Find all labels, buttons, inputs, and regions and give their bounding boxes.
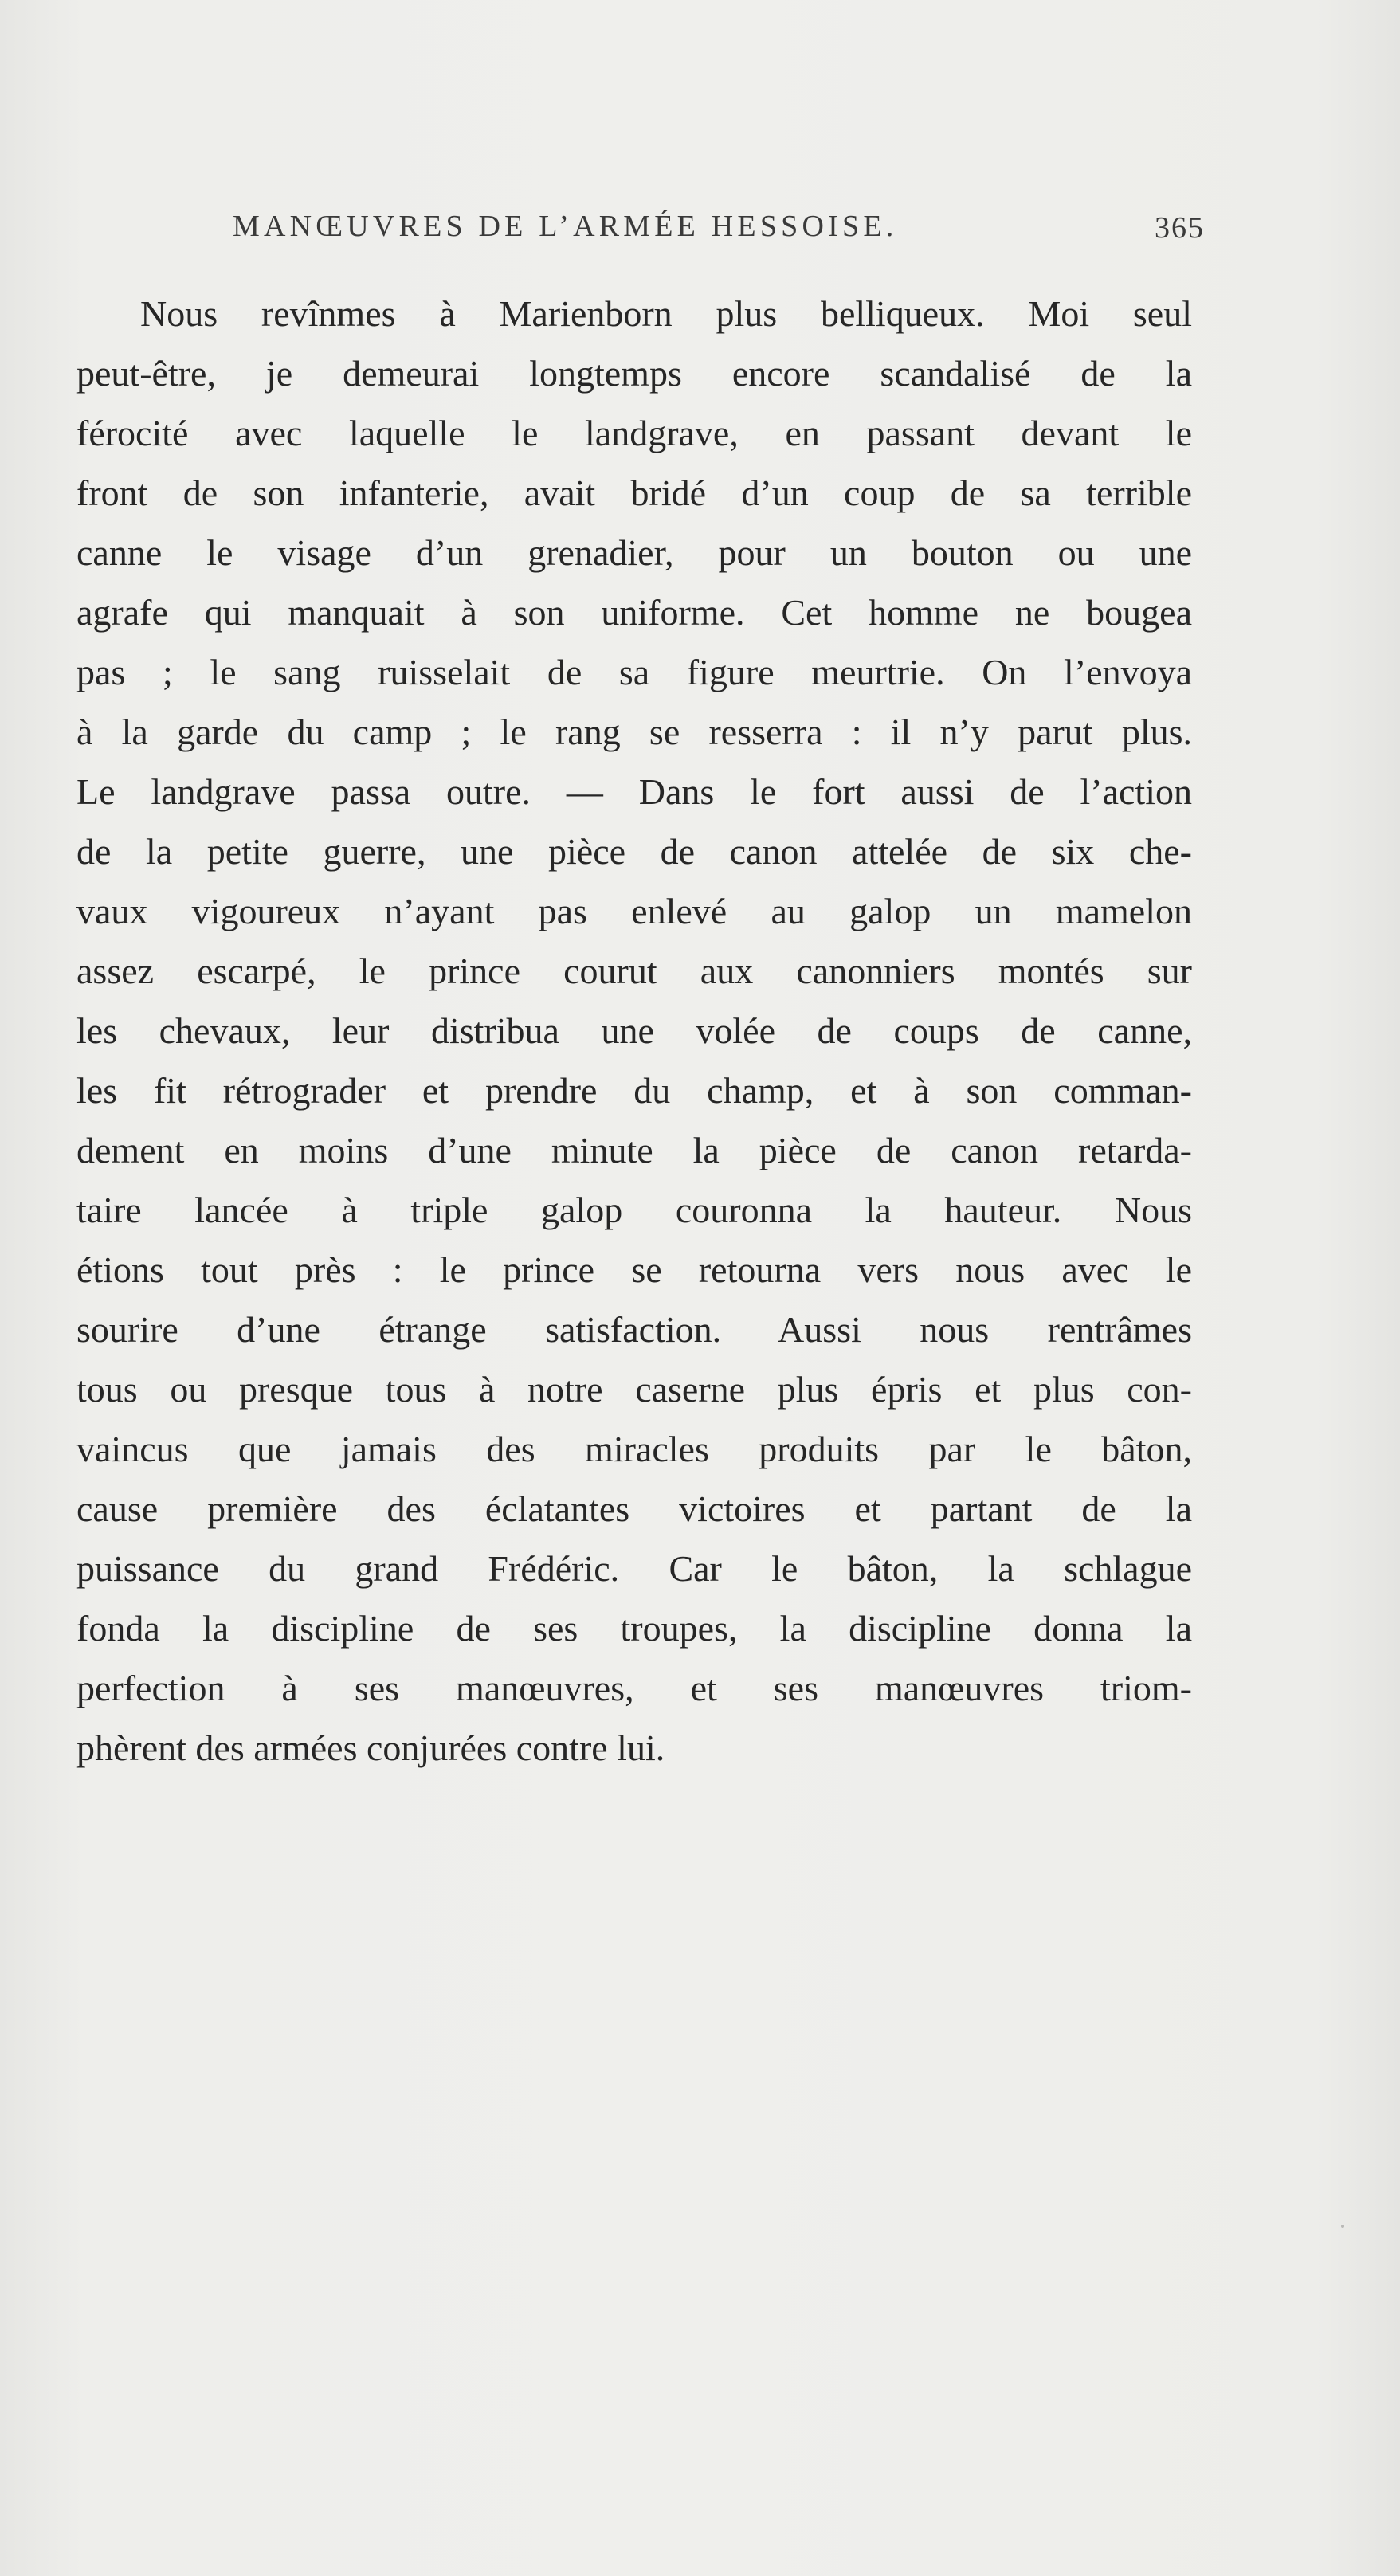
text-line: agrafe qui manquait à son uniforme. Cet homme ne bougea (76, 592, 1192, 633)
text-line: les chevaux, leur distribua une volée de coups de canne, (76, 1010, 1192, 1051)
text-line: cause première des éclatantes victoires et partant de la (76, 1488, 1192, 1529)
text-line: vaux vigoureux n’ayant pas enlevé au galop un mamelon (76, 891, 1192, 931)
paper-speck (1341, 2225, 1344, 2228)
text-line: phèrent des armées conjurées contre lui. (76, 1727, 665, 1768)
text-line: tous ou presque tous à notre caserne plus épris et plus con- (76, 1369, 1192, 1410)
text-line: de la petite guerre, une pièce de canon attelée de six che- (76, 831, 1192, 872)
text-line: les fit rétrograder et prendre du champ, et à son comman- (76, 1070, 1192, 1111)
text-line: assez escarpé, le prince courut aux canonniers montés sur (76, 951, 1192, 991)
body-text (76, 284, 1192, 1778)
text-line: puissance du grand Frédéric. Car le bâton, la schlague (76, 1548, 1192, 1589)
text-line: pas ; le sang ruisselait de sa figure meurtrie. On l’envoya (76, 652, 1192, 692)
text-line: taire lancée à triple galop couronna la hauteur. Nous (76, 1190, 1192, 1230)
running-head (233, 209, 1205, 257)
text-line: étions tout près : le prince se retourna vers nous avec le (76, 1249, 1192, 1290)
text-line: sourire d’une étrange satisfaction. Aussi nous rentrâmes (76, 1309, 1192, 1350)
text-line: férocité avec laquelle le landgrave, en passant devant le (76, 413, 1192, 453)
page-number: 365 (1155, 211, 1205, 245)
text-line: canne le visage d’un grenadier, pour un bouton ou une (76, 532, 1192, 573)
running-title: MANŒUVRES DE L’ARMÉE HESSOISE. (233, 210, 898, 243)
text-line: peut-être, je demeurai longtemps encore scandalisé de la (76, 353, 1192, 394)
text-line: Le landgrave passa outre. — Dans le fort aussi de l’action (76, 771, 1192, 812)
text-line: à la garde du camp ; le rang se resserra : il n’y parut plus. (76, 712, 1192, 752)
text-line: fonda la discipline de ses troupes, la discipline donna la (76, 1608, 1192, 1649)
text-line: Nous revînmes à Marienborn plus belliqueux. Moi seul (140, 293, 1192, 334)
text-line: perfection à ses manœuvres, et ses manœuvres triom- (76, 1668, 1192, 1708)
text-line: front de son infanterie, avait bridé d’un coup de sa terrible (76, 472, 1192, 513)
text-line: vaincus que jamais des miracles produits par le bâton, (76, 1429, 1192, 1469)
text-line: dement en moins d’une minute la pièce de canon retarda- (76, 1130, 1192, 1170)
